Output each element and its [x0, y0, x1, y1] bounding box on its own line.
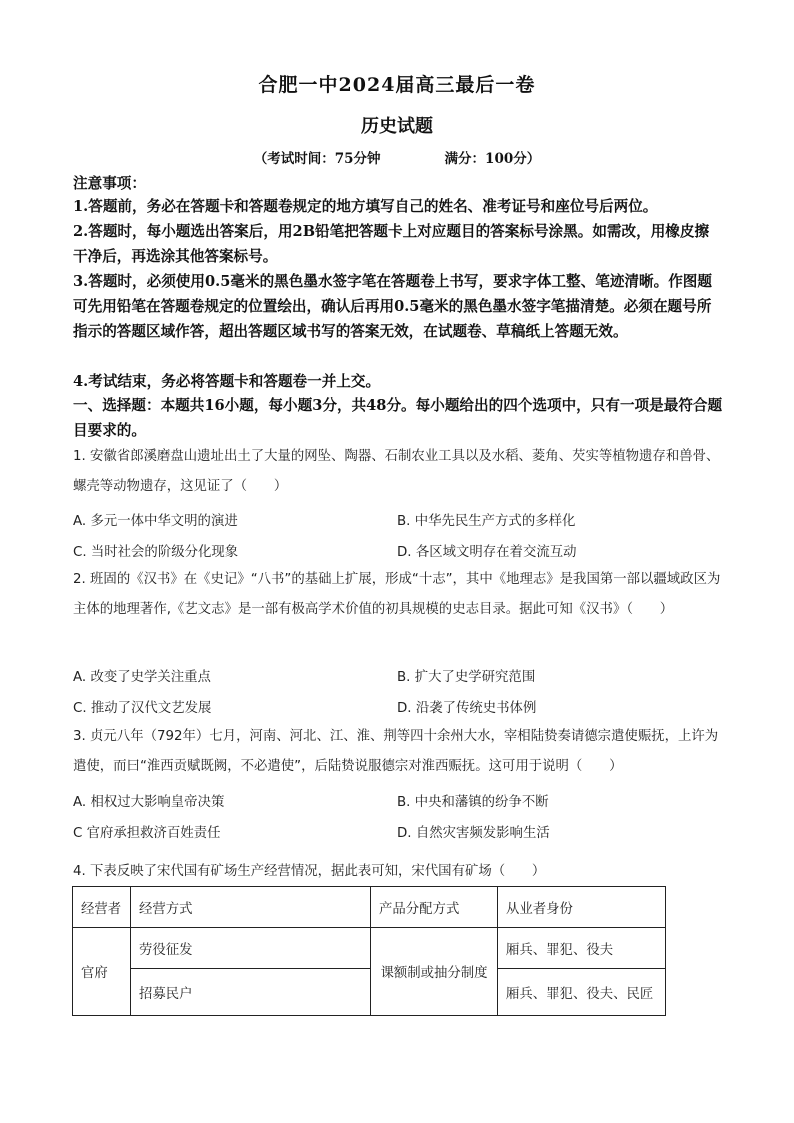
exam-meta	[0, 147, 794, 167]
section-heading: 一、选择题：本题共16小题，每小题3分，共48分。每小题给出的四个选项中，只有一项是最符合题目要求的。	[73, 397, 723, 439]
notice-item-3: 3.答题时，必须使用0.5毫米的黑色墨水签字笔在答题卷上书写，要求字体工整、笔迹清晰。作图题可先用铅笔在答题卷规定的位置绘出，确认后再用0.5毫米的黑色墨水签字笔描清楚。必须在题号所指示的答题区域作答，超出答题区域书写的答案无效，在试题卷、草稿纸上答题无效。	[73, 273, 712, 340]
table-cell-operator: 官府	[73, 928, 131, 1016]
table-header-cell: 经营方式	[131, 887, 371, 928]
question-3-option-b: B. 中央和藩镇的纷争不断	[397, 795, 549, 810]
question-2-stem: 2. 班固的《汉书》在《史记》“八书”的基础上扩展，形成“十志”，其中《地理志》是我国第一部以疆域政区为主体的地理著作,《艺文志》是一部有极高学术价值的初具规模的史志目录。据此可知《汉书》（ ）	[73, 572, 721, 617]
question-3-option-d: D. 自然灾害频发影响生活	[397, 826, 550, 841]
question-1-option-d: D. 各区域文明存在着交流互动	[397, 545, 577, 560]
exam-time: （考试时间：75分钟	[253, 151, 381, 167]
table-header-row	[73, 887, 666, 928]
question-3-stem: 3. 贞元八年（792年）七月，河南、河北、江、淮、荆等四十余州大水，宰相陆贽奏请德宗遣使赈抚，上许为遣使，而曰“淮西贡赋既阙，不必遣使”，后陆贽说服德宗对淮西赈抚。这可用于说明（ ）	[73, 729, 719, 774]
table-row	[73, 969, 666, 1016]
question-2-option-d: D. 沿袭了传统史书体例	[397, 701, 537, 716]
question-4-stem: 4. 下表反映了宋代国有矿场生产经营情况，据此表可知，宋代国有矿场（ ）	[73, 864, 546, 879]
table-row	[73, 928, 666, 969]
question-2-option-b: B. 扩大了史学研究范围	[397, 670, 536, 685]
table-cell-workers: 厢兵、罪犯、役夫、民匠	[498, 969, 666, 1016]
question-1-option-b: B. 中华先民生产方式的多样化	[397, 514, 576, 529]
exam-score: 满分：100分）	[444, 151, 541, 167]
table-cell-workers: 厢兵、罪犯、役夫	[498, 928, 666, 969]
question-2-option-a: A. 改变了史学关注重点	[73, 670, 211, 685]
notice-item-2: 2.答题时，每小题选出答案后，用2B铅笔把答题卡上对应题目的答案标号涂黑。如需改，用橡皮擦干净后，再选涂其他答案标号。	[73, 223, 710, 265]
table-header-cell: 经营者	[73, 887, 131, 928]
table-cell-distribution: 课额制或抽分制度	[371, 928, 498, 1016]
table-cell-method: 招募民户	[131, 969, 371, 1016]
question-1-option-c: C. 当时社会的阶级分化现象	[73, 545, 239, 560]
mining-table	[72, 886, 666, 1016]
question-2-option-c: C. 推动了汉代文艺发展	[73, 701, 212, 716]
exam-title: 合肥一中2024届高三最后一卷	[258, 74, 536, 96]
notice-heading: 注意事项：	[73, 175, 146, 192]
question-3-option-a: A. 相权过大影响皇帝决策	[73, 795, 225, 810]
question-1-stem: 1. 安徽省郎溪磨盘山遗址出土了大量的网坠、陶器、石制农业工具以及水稻、菱角、芡实等植物遗存和兽骨、螺壳等动物遗存，这见证了（ ）	[73, 449, 720, 494]
table-header-cell: 产品分配方式	[371, 887, 498, 928]
notice-item-4: 4.考试结束，务必将答题卡和答题卷一并上交。	[73, 373, 381, 390]
exam-subject: 历史试题	[361, 116, 433, 137]
notice-item-1: 1.答题前，务必在答题卡和答题卷规定的地方填写自己的姓名、准考证号和座位号后两位。	[73, 198, 658, 215]
table-cell-method: 劳役征发	[131, 928, 371, 969]
question-3-option-c: C 官府承担救济百姓责任	[73, 826, 221, 841]
table-header-cell: 从业者身份	[498, 887, 666, 928]
question-1-option-a: A. 多元一体中华文明的演进	[73, 514, 238, 529]
